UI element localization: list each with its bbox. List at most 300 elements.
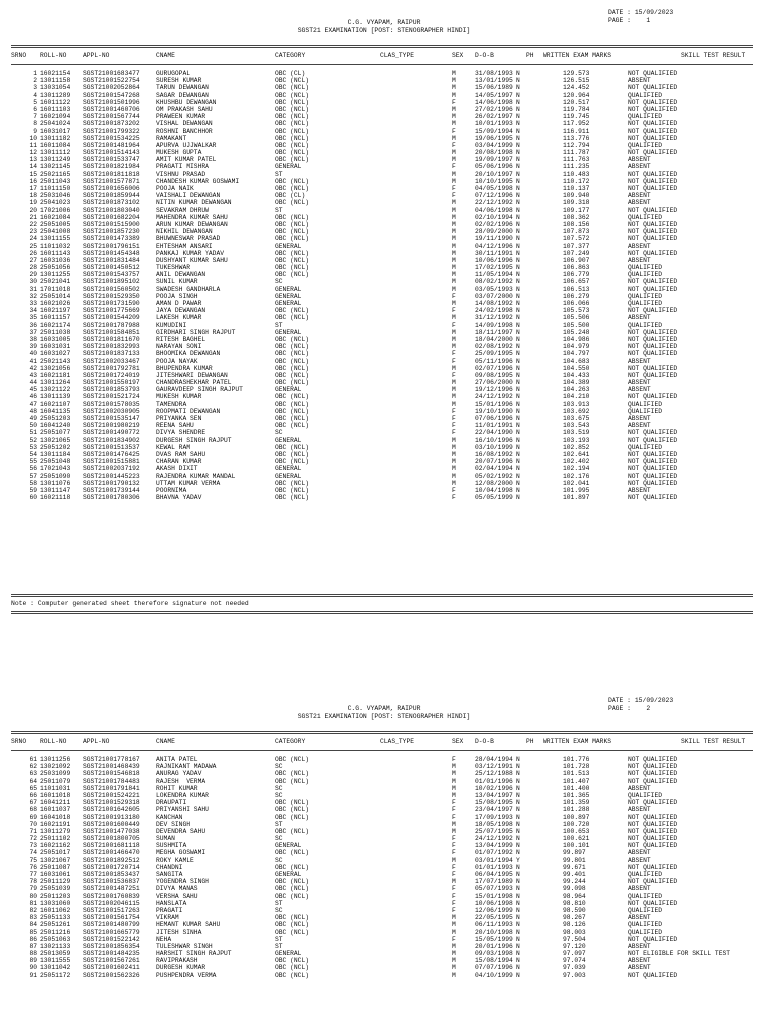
row-sex: M [452,300,456,307]
table-row [0,437,768,444]
row-cname: GAURAVDEEP SINGH RAJPUT [156,386,243,394]
row-sex: M [452,206,456,214]
row-sex: F [452,192,456,200]
row-written-marks: 101.359 [563,799,590,807]
row-ph: N [516,91,520,99]
row-sex: M [452,285,456,293]
row-dob: 16/08/1992 [475,450,513,458]
row-appl-no: SGST21001454348 [83,249,140,257]
row-dob: 01/01/1996 [475,777,513,785]
table-row [0,429,768,436]
row-srno: 30 [29,278,37,286]
row-skill-result: NOT ELIGIBLE FOR SKILL TEST [628,950,731,958]
row-appl-no: SGST21001547268 [83,91,140,99]
row-ph: N [516,906,520,914]
row-appl-no: SGST21001980219 [83,422,140,430]
row-cname: GIRDHARI SINGH RAJPUT [156,328,236,336]
row-sex: M [452,271,456,279]
row-written-marks: 109.318 [563,199,590,207]
row-category: OBC (NCL) [275,98,310,106]
row-dob: 15/08/1995 [475,799,513,807]
table-row [0,358,768,365]
row-appl-no: SGST21001832993 [83,343,140,351]
row-roll-no: 25051203 [40,415,71,422]
row-cname: LAKESH KUMAR [156,314,202,322]
row-appl-no: SGST21001799322 [83,127,140,135]
row-appl-no: SGST21001567261 [83,957,140,965]
row-srno: 18 [29,192,37,200]
row-written-marks: 116.911 [563,127,590,135]
row-ph: N [516,494,520,502]
row-ph: N [516,371,520,379]
row-appl-no: SGST21001560502 [83,285,140,293]
row-dob: 02/04/1994 [475,465,513,473]
row-sex: M [452,472,456,480]
row-category: OBC (NCL) [275,400,310,408]
row-roll-no: 13021122 [40,386,71,394]
row-category: OBC (NCL) [275,249,310,257]
row-srno: 40 [29,350,37,358]
row-ph: N [516,429,520,437]
table-row [0,422,768,429]
row-appl-no: SGST21001480799 [83,921,140,929]
row-appl-no: SGST21001584851 [83,328,140,336]
row-ph: N [516,921,520,929]
row-written-marks: 98.810 [563,899,586,907]
table-row [0,185,768,192]
row-srno: 86 [29,935,37,943]
table-row [0,278,768,285]
row-roll-no: 17011018 [40,285,71,293]
date-label: DATE : 15/09/2023 [608,697,674,704]
row-appl-no: SGST21001460706 [83,105,140,113]
row-written-marks: 103.675 [563,415,590,422]
row-sex: M [452,942,456,950]
row-srno: 14 [29,163,37,171]
row-skill-result: NOT QUALIFIED [628,465,678,473]
table-row [0,336,768,343]
table-row [0,372,768,379]
row-roll-no: 17021006 [40,206,71,214]
col-dob: D-O-B [475,52,494,59]
table-row [0,300,768,307]
header-rule-bottom [11,64,753,65]
col-roll-no: ROLL-NO [40,738,67,745]
row-srno: 84 [29,921,37,929]
row-sex: M [452,242,456,250]
row-written-marks: 124.452 [563,84,590,92]
row-ph: N [516,328,520,336]
row-cname: ANIL DEWANGAN [156,271,206,279]
row-sex: M [452,921,456,929]
row-roll-no: 13021065 [40,436,71,444]
col-ph: PH [526,52,534,59]
row-srno: 71 [29,827,37,835]
row-srno: 38 [29,335,37,343]
row-roll-no: 25051063 [40,935,71,943]
table-row [0,379,768,386]
row-category: OBC (NCL) [275,314,310,322]
row-skill-result: ABSENT [628,964,651,972]
row-skill-result: NOT QUALIFIED [628,935,678,943]
row-ph: N [516,70,520,77]
row-dob: 27/02/1996 [475,105,513,113]
row-appl-no: SGST21001739144 [83,486,140,494]
row-sex: M [452,964,456,972]
row-srno: 5 [33,98,37,106]
row-written-marks: 101.513 [563,770,590,778]
row-srno: 22 [29,220,37,228]
row-ph: N [516,235,520,243]
row-skill-result: NOT QUALIFIED [628,827,678,835]
row-srno: 19 [29,199,37,207]
row-appl-no: SGST21001533747 [83,156,140,164]
row-sex: M [452,820,456,828]
row-roll-no: 13011279 [40,827,71,835]
row-roll-no: 25041024 [40,120,71,128]
row-category: ST [275,170,283,178]
row-category: OBC (NCL) [275,134,310,142]
row-appl-no: SGST21001724019 [83,371,140,379]
row-category: OBC (NCL) [275,307,310,315]
row-ph: N [516,957,520,965]
row-written-marks: 102.176 [563,472,590,480]
row-srno: 90 [29,964,37,972]
row-appl-no: SGST21001487251 [83,885,140,893]
row-skill-result: ABSENT [628,422,651,430]
row-cname: TAMENDRA [156,400,187,408]
row-ph: N [516,149,520,157]
row-dob: 11/01/1991 [475,422,513,430]
row-category: OBC (NCL) [275,177,310,185]
row-category: GENERAL [275,436,302,444]
row-dob: 10/10/1995 [475,177,513,185]
row-ph: N [516,799,520,807]
row-srno: 52 [29,436,37,444]
table-row [0,864,768,871]
row-roll-no: 11011031 [40,784,71,792]
row-roll-no: 25021165 [40,170,71,178]
row-appl-no: SGST21001534225 [83,134,140,142]
row-cname: TARUN DEWANGAN [156,84,209,92]
row-ph: N [516,163,520,171]
row-cname: BHOOMIKA DEWANGAN [156,350,221,358]
row-sex: M [452,278,456,286]
row-roll-no: 16021162 [40,842,71,850]
row-dob: 14/05/1997 [475,91,513,99]
table-row [0,92,768,99]
table-row [0,393,768,400]
row-srno: 68 [29,806,37,814]
table-row [0,964,768,971]
row-sex: M [452,77,456,85]
row-cname: VIKRAM [156,914,179,922]
row-appl-no: SGST21001468439 [83,763,140,771]
row-category: OBC (NCL) [275,885,310,893]
row-sex: M [452,914,456,922]
row-dob: 05/06/1996 [475,163,513,171]
row-skill-result: NOT QUALIFIED [628,364,678,372]
row-sex: F [452,321,456,329]
row-skill-result: QUALIFIED [628,300,663,307]
row-ph: N [516,835,520,843]
row-dob: 22/12/1992 [475,199,513,207]
row-srno: 51 [29,429,37,437]
row-srno: 24 [29,235,37,243]
row-skill-result: NOT QUALIFIED [628,328,678,336]
row-skill-result: QUALIFIED [628,871,663,878]
row-sex: M [452,170,456,178]
row-roll-no: 25051039 [40,885,71,893]
row-sex: F [452,350,456,358]
row-srno: 46 [29,393,37,401]
row-cname: DUSHYANT KUMAR SAHU [156,256,228,264]
row-sex: F [452,307,456,315]
row-ph: N [516,271,520,279]
row-appl-no: SGST21002033467 [83,357,140,365]
row-category: SC [275,763,283,771]
row-category: OBC (NCL) [275,878,310,886]
row-appl-no: SGST21001473389 [83,235,140,243]
row-sex: F [452,835,456,843]
row-category: OBC (NCL) [275,863,310,871]
row-skill-result: ABSENT [628,486,651,494]
row-category: OBC (NCL) [275,120,310,128]
row-ph: N [516,105,520,113]
row-ph: N [516,113,520,121]
row-srno: 66 [29,791,37,799]
row-written-marks: 99.098 [563,885,586,893]
table-row [0,893,768,900]
row-sex: M [452,177,456,185]
row-roll-no: 11011032 [40,242,71,250]
row-ph: N [516,77,520,85]
row-written-marks: 101.728 [563,763,590,771]
row-sex: M [452,928,456,936]
row-dob: 31/08/1993 [475,70,513,77]
row-category: OBC (NCL) [275,91,310,99]
table-row [0,806,768,813]
row-written-marks: 97.003 [563,971,586,979]
row-written-marks: 102.402 [563,458,590,466]
row-cname: NITIN KUMAR DEWANGAN [156,199,232,207]
row-category: OBC (NCL) [275,770,310,778]
row-skill-result: NOT QUALIFIED [628,820,678,828]
row-cname: VERSHA SAHU [156,892,198,900]
row-cname: KEWAL RAM [156,443,191,451]
row-roll-no: 13011249 [40,156,71,164]
row-sex: M [452,791,456,799]
footer-rule [11,611,753,614]
row-cname: SUNIL KUMAR [156,278,198,286]
row-appl-no: SGST21001780306 [83,494,140,502]
row-srno: 63 [29,770,37,778]
row-skill-result: NOT QUALIFIED [628,170,678,178]
row-cname: DIVYA SHENDRE [156,429,206,437]
row-skill-result: NOT QUALIFIED [628,429,678,437]
row-dob: 04/10/1999 [475,971,513,979]
row-roll-no: 25051090 [40,472,71,480]
row-ph: N [516,393,520,401]
row-srno: 48 [29,407,37,415]
row-ph: N [516,141,520,149]
table-row [0,178,768,185]
row-written-marks: 106.779 [563,271,590,279]
date-label: DATE : 15/09/2023 [608,9,674,16]
col-sex: SEX [452,52,464,59]
row-category: OBC (NCL) [275,443,310,451]
row-ph: N [516,479,520,487]
row-dob: 31/12/1992 [475,314,513,322]
row-skill-result: NOT QUALIFIED [628,878,678,886]
row-cname: JITESH SINHA [156,928,202,936]
row-srno: 25 [29,242,37,250]
row-srno: 91 [29,971,37,979]
row-ph: N [516,458,520,466]
row-roll-no: 16021174 [40,321,71,329]
row-appl-no: SGST21001522754 [83,77,140,85]
row-written-marks: 106.863 [563,264,590,272]
table-row [0,250,768,257]
row-written-marks: 105.573 [563,307,590,315]
row-appl-no: SGST21001501996 [83,98,140,106]
row-sex: M [452,235,456,243]
row-dob: 15/06/1989 [475,84,513,92]
row-dob: 19/12/1996 [475,386,513,394]
row-dob: 01/01/1993 [475,863,513,871]
row-srno: 70 [29,820,37,828]
row-roll-no: 13021133 [40,942,71,950]
row-dob: 05/11/1996 [475,357,513,365]
row-skill-result: NOT QUALIFIED [628,249,678,257]
row-roll-no: 25031099 [40,770,71,778]
row-ph: N [516,213,520,221]
header-rule-top [11,731,753,734]
row-cname: CHARAN KUMAR [156,458,202,466]
row-ph: N [516,950,520,958]
row-category: OBC (NCL) [275,105,310,113]
row-skill-result: NOT QUALIFIED [628,206,678,214]
row-written-marks: 99.897 [563,849,586,857]
row-skill-result: NOT QUALIFIED [628,436,678,444]
row-appl-no: SGST21001778167 [83,756,140,763]
row-written-marks: 101.995 [563,486,590,494]
row-cname: PUSHPENDRA VERMA [156,971,217,979]
col-skill-result: SKILL TEST RESULT [681,738,746,745]
row-skill-result: NOT QUALIFIED [628,479,678,487]
row-roll-no: 25011087 [40,863,71,871]
row-sex: M [452,878,456,886]
row-category: OBC (NCL) [275,84,310,92]
table-row [0,487,768,494]
row-cname: RAJENDRA KUMAR MANDAL [156,472,236,480]
row-dob: 24/02/1998 [475,307,513,315]
row-dob: 12/06/1999 [475,906,513,914]
row-dob: 26/02/1997 [475,113,513,121]
row-appl-no: SGST21001796151 [83,242,140,250]
row-roll-no: 25011043 [40,177,71,185]
row-skill-result: NOT QUALIFIED [628,971,678,979]
row-appl-no: SGST21001913180 [83,813,140,821]
row-written-marks: 98.590 [563,906,586,914]
row-written-marks: 111.235 [563,163,590,171]
row-roll-no: 13021056 [40,364,71,372]
row-srno: 2 [33,77,37,85]
row-written-marks: 106.657 [563,278,590,286]
row-srno: 60 [29,494,37,502]
row-ph: N [516,84,520,92]
table-row [0,792,768,799]
row-ph: N [516,407,520,415]
row-dob: 02/02/1996 [475,220,513,228]
organization-title: C.G. VYAPAM, RAIPUR [347,705,421,712]
row-appl-no: SGST21001529318 [83,799,140,807]
row-skill-result: NOT QUALIFIED [628,777,678,785]
row-appl-no: SGST21001873102 [83,199,140,207]
row-dob: 10/01/1993 [475,120,513,128]
row-dob: 15/08/1994 [475,957,513,965]
row-sex: F [452,127,456,135]
row-written-marks: 102.852 [563,443,590,451]
row-sex: F [452,429,456,437]
row-roll-no: 25041008 [40,228,71,236]
row-appl-no: SGST21001811818 [83,170,140,178]
table-row [0,473,768,480]
row-ph: N [516,914,520,922]
row-category: OBC (NCL) [275,827,310,835]
row-roll-no: 25011079 [40,777,71,785]
table-row [0,950,768,957]
row-roll-no: 25011216 [40,928,71,936]
row-appl-no: SGST21001834902 [83,436,140,444]
row-dob: 15/01/1996 [475,400,513,408]
row-roll-no: 25041023 [40,199,71,207]
row-written-marks: 104.986 [563,335,590,343]
row-dob: 18/05/1998 [475,820,513,828]
row-category: OBC (NCL) [275,964,310,972]
row-written-marks: 103.193 [563,436,590,444]
row-skill-result: NOT QUALIFIED [628,763,678,771]
row-skill-result: QUALIFIED [628,141,663,149]
row-roll-no: 16041240 [40,422,71,430]
row-roll-no: 13011555 [40,957,71,965]
row-written-marks: 119.745 [563,113,590,121]
row-sex: F [452,422,456,430]
row-cname: MAHENDRA KUMAR SAHU [156,213,228,221]
row-sex: F [452,849,456,857]
row-written-marks: 97.097 [563,950,586,958]
row-srno: 80 [29,892,37,900]
row-roll-no: 16021026 [40,300,71,307]
row-appl-no: SGST21001665779 [83,928,140,936]
row-roll-no: 16021154 [40,70,71,77]
table-row [0,264,768,271]
row-written-marks: 101.365 [563,791,590,799]
row-written-marks: 110.483 [563,170,590,178]
row-written-marks: 99.671 [563,863,586,871]
row-written-marks: 106.513 [563,285,590,293]
row-category: ST [275,899,283,907]
row-roll-no: 16011157 [40,314,71,322]
row-category: OBC (NCL) [275,415,310,422]
row-written-marks: 126.515 [563,77,590,85]
row-dob: 04/06/1998 [475,206,513,214]
row-sex: M [452,105,456,113]
row-category: SC [275,278,283,286]
table-row [0,163,768,170]
row-skill-result: NOT QUALIFIED [628,335,678,343]
table-row [0,149,768,156]
